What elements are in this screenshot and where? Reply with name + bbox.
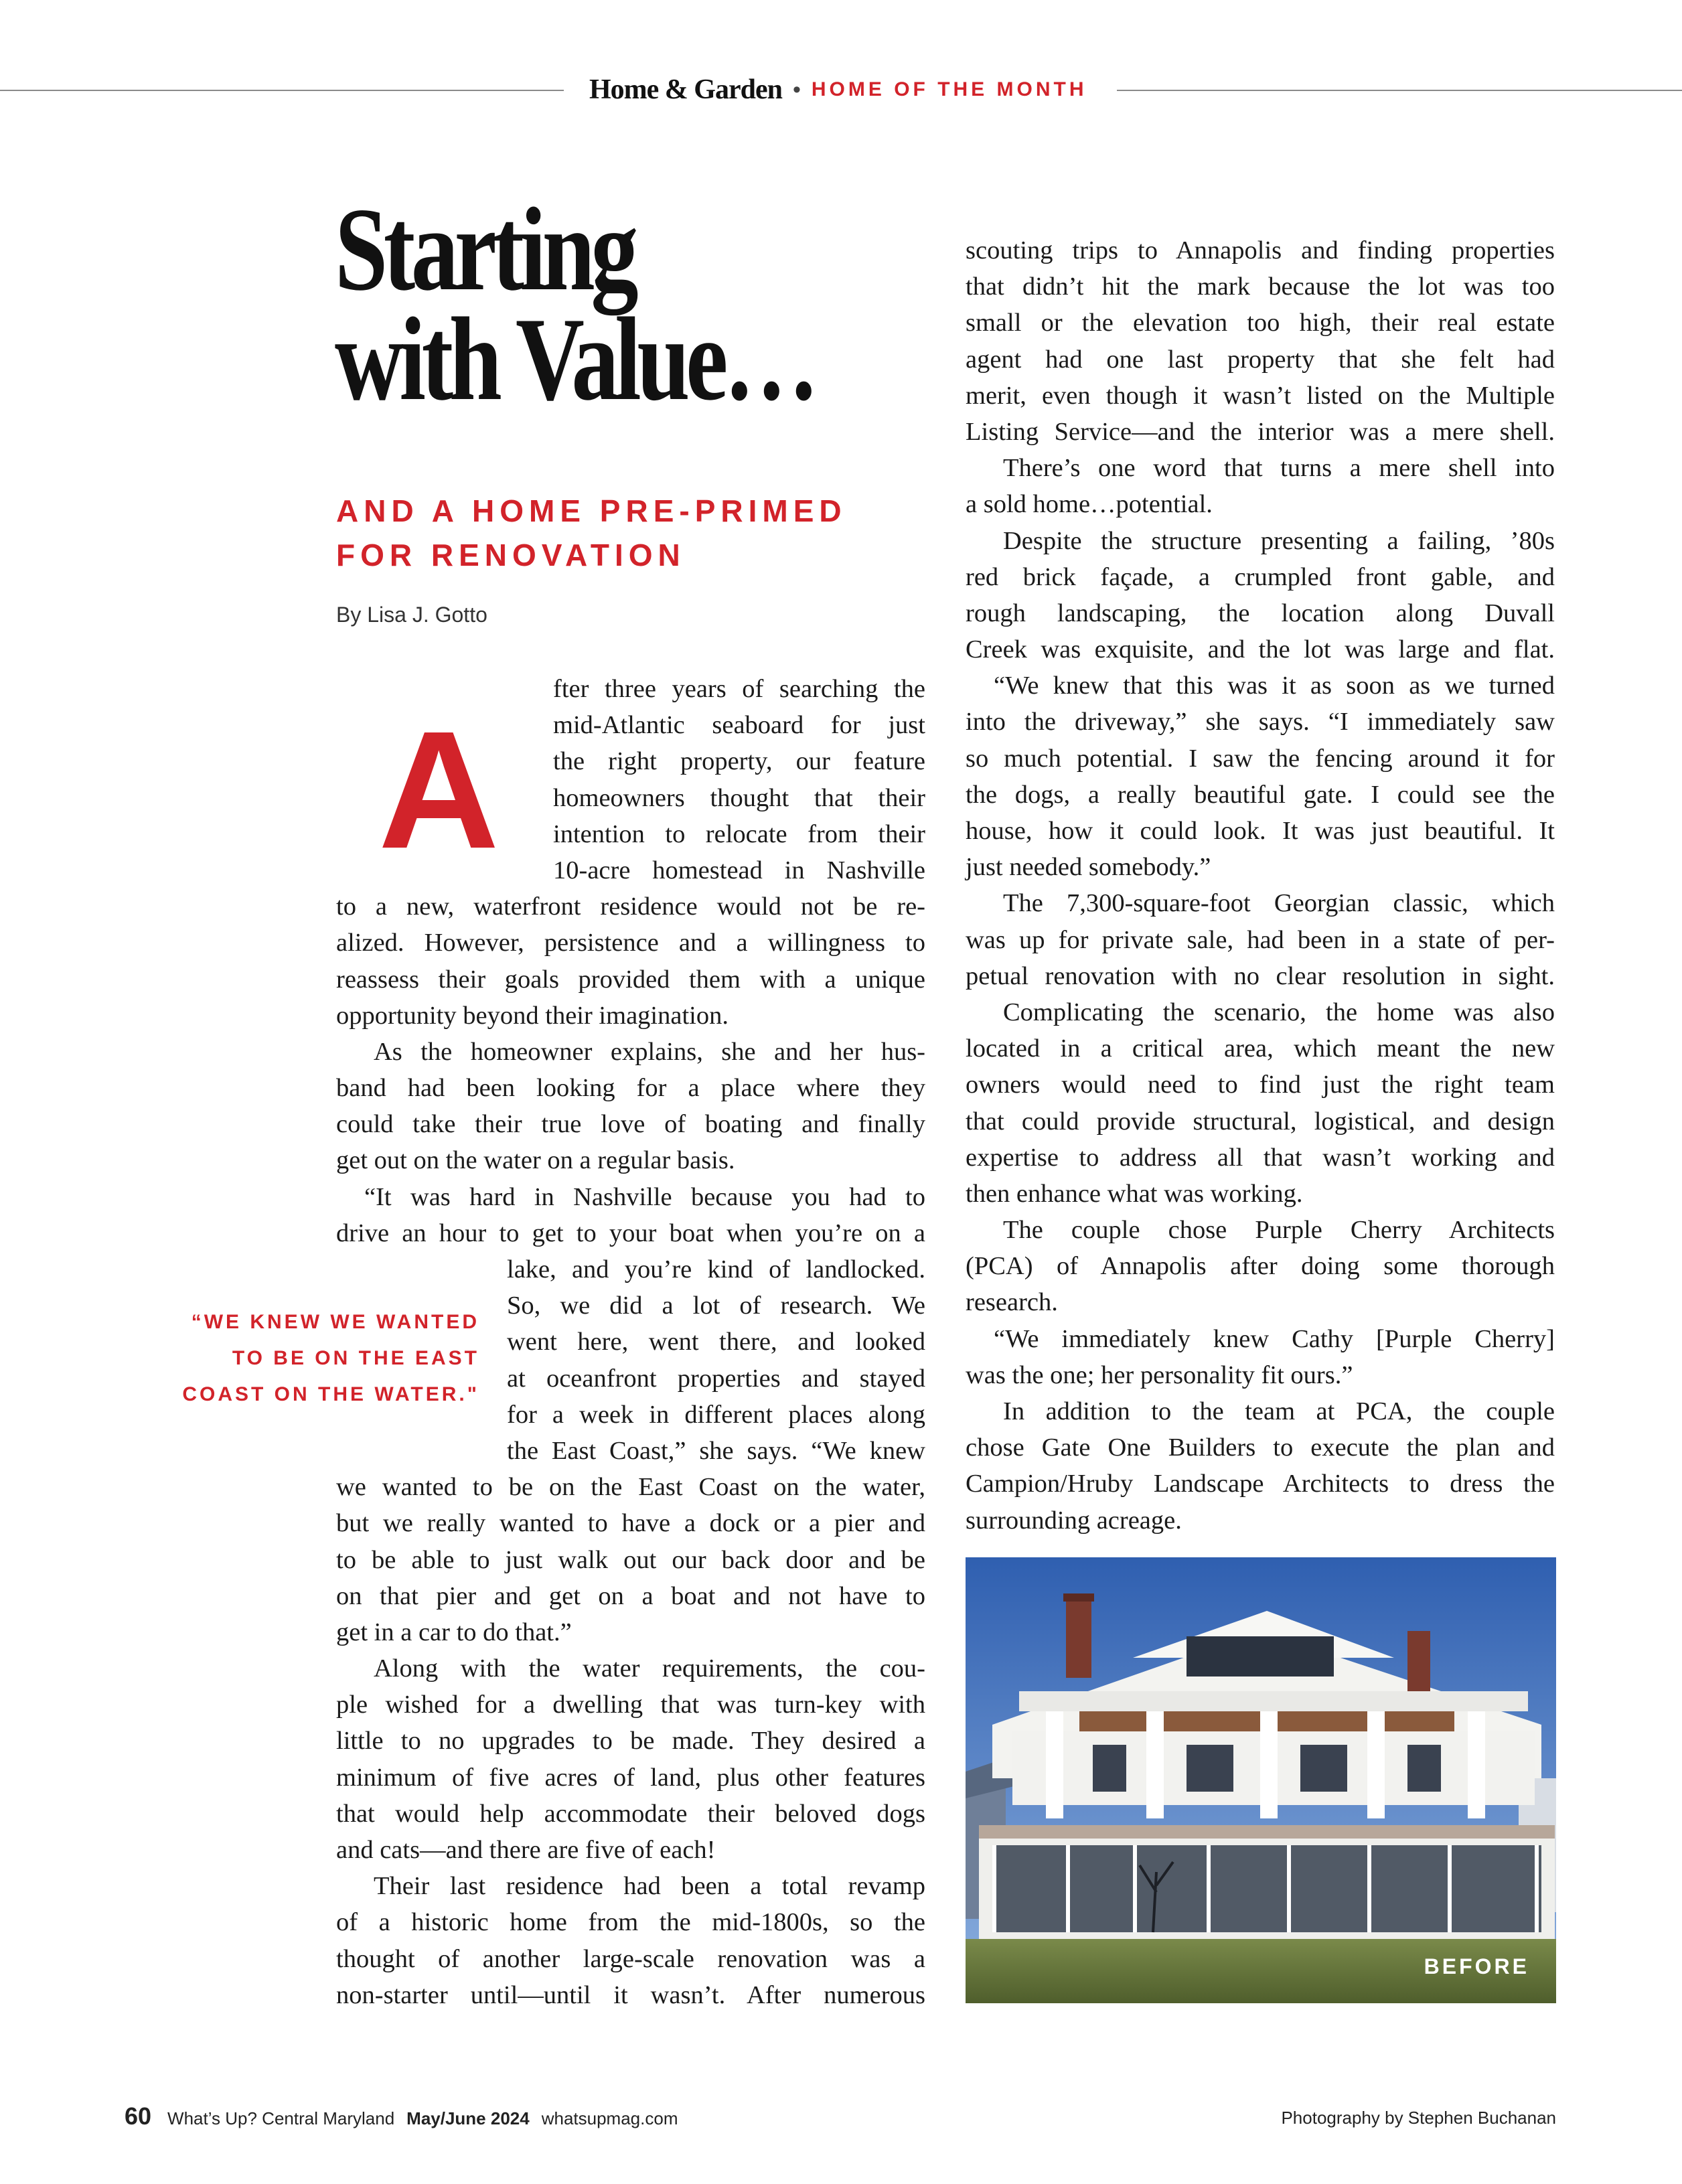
text-line: minimum of five acres of land, plus other features — [336, 1763, 925, 1792]
text-line: Complicating the scenario, the home was also — [1003, 998, 1555, 1026]
text-line: Campion/Hruby Landscape Architects to dress the — [966, 1470, 1555, 1498]
text-line: (PCA) of Annapolis after doing some thorough — [966, 1252, 1555, 1281]
text-line: to be able to just walk out our back door and be — [336, 1545, 925, 1574]
text-line: So, we did a lot of research. We — [507, 1292, 925, 1320]
text-line: merit, even though it wasn’t listed on the Multiple — [966, 381, 1555, 410]
text-line: expertise to address all that wasn’t working and — [966, 1143, 1555, 1172]
text-line: fter three years of searching the — [553, 675, 925, 703]
pull-quote — [161, 1304, 479, 1413]
section-name: Home & Garden — [589, 74, 782, 105]
header-separator: • — [792, 76, 801, 102]
text-line: on that pier and get on a boat and not have to — [336, 1581, 925, 1610]
pull-quote-line: COAST ON THE WATER." — [182, 1383, 479, 1405]
text-line: we wanted to be on the East Coast on the water, — [336, 1473, 925, 1502]
pull-quote-line: TO BE ON THE EAST — [232, 1347, 479, 1369]
text-line: homeowners thought that their — [553, 783, 925, 812]
text-line: a sold home…potential. — [966, 490, 1213, 519]
text-line: opportunity beyond their imagination. — [336, 1001, 729, 1030]
title-line: Starting — [335, 183, 635, 315]
header-rule-right — [1117, 90, 1682, 91]
text-line: The 7,300-square-foot Georgian classic, which — [1003, 889, 1555, 918]
text-line: research. — [966, 1288, 1058, 1317]
before-photo — [966, 1557, 1556, 2003]
text-line: Listing Service—and the interior was a mere shell. — [966, 417, 1555, 446]
text-line: “We immediately knew Cathy [Purple Cherry] — [994, 1324, 1555, 1353]
text-line: red brick façade, a crumpled front gable, and — [966, 562, 1555, 591]
text-line: drive an hour to get to your boat when you’re on a — [336, 1219, 925, 1247]
page-number: 60 — [125, 2102, 152, 2130]
text-line: located in a critical area, which meant the new — [966, 1034, 1555, 1063]
text-line: There’s one word that turns a mere shell into — [1003, 454, 1555, 483]
text-line: chose Gate One Builders to execute the plan and — [966, 1433, 1555, 1462]
text-line: went here, went there, and looked — [507, 1328, 925, 1356]
text-line: the East Coast,” she says. “We knew — [507, 1436, 925, 1465]
byline: By Lisa J. Gotto — [336, 603, 487, 627]
text-line: of a historic home from the mid-1800s, so the — [336, 1908, 925, 1937]
text-line: into the driveway,” she says. “I immediately saw — [966, 708, 1555, 736]
text-line: was the one; her personality fit ours.” — [966, 1360, 1353, 1389]
website-link[interactable]: whatsupmag.com — [541, 2108, 678, 2128]
page-footer — [125, 2102, 678, 2129]
text-line: intention to relocate from their — [553, 820, 925, 848]
text-line: lake, and you’re kind of landlocked. — [507, 1255, 925, 1284]
text-line: and cats—and there are five of each! — [336, 1836, 716, 1865]
subtitle-line: AND A HOME PRE-PRIMED — [336, 493, 847, 528]
department-name: HOME OF THE MONTH — [811, 78, 1087, 100]
text-line: The couple chose Purple Cherry Architects — [1003, 1216, 1555, 1245]
text-line: rough landscaping, the location along Duvall — [966, 599, 1555, 627]
text-line: Creek was exquisite, and the lot was large and flat. — [966, 635, 1555, 664]
text-line: non-starter until—until it wasn’t. After numerous — [336, 1980, 925, 2009]
text-line: ple wished for a dwelling that was turn-key with — [336, 1691, 925, 1719]
text-line: just needed somebody.” — [966, 853, 1211, 882]
text-line: alized. However, persistence and a willingness to — [336, 929, 925, 957]
text-line: then enhance what was working. — [966, 1179, 1303, 1208]
text-line: mid-Atlantic seaboard for just — [553, 711, 925, 740]
pull-quote-line: “WE KNEW WE WANTED — [191, 1311, 479, 1333]
text-line: reassess their goals provided them with a unique — [336, 965, 925, 994]
text-line: In addition to the team at PCA, the couple — [1003, 1397, 1555, 1426]
text-line: Along with the water requirements, the cou- — [374, 1654, 925, 1683]
body-column-2 — [966, 232, 1555, 1539]
issue-date: May/June 2024 — [406, 2108, 530, 2128]
text-line: that could provide structural, logistical, and design — [966, 1107, 1555, 1136]
header-rule-left — [0, 90, 564, 91]
text-line: that didn’t hit the mark because the lot was too — [966, 272, 1555, 301]
text-line: surrounding acreage. — [966, 1506, 1182, 1535]
photo-credit: Photography by Stephen Buchanan — [1281, 2108, 1556, 2128]
running-header — [589, 70, 1105, 110]
text-line: band had been looking for a place where they — [336, 1074, 925, 1103]
text-line: “It was hard in Nashville because you had to — [364, 1182, 925, 1211]
text-line: the right property, our feature — [553, 747, 925, 776]
text-line: scouting trips to Annapolis and finding properties — [966, 236, 1555, 264]
article-subtitle — [336, 489, 939, 577]
text-line: small or the elevation too high, their real estate — [966, 309, 1555, 337]
house-illustration — [966, 1557, 1556, 2003]
text-line: “We knew that this was it as soon as we turned — [994, 672, 1555, 700]
text-line: was up for private sale, had been in a state of per- — [966, 925, 1555, 954]
title-line: with Value… — [335, 293, 815, 425]
text-line: thought of another large-scale renovation was a — [336, 1944, 925, 1973]
text-line: but we really wanted to have a dock or a pier and — [336, 1509, 925, 1538]
text-line: As the homeowner explains, she and her hus- — [374, 1037, 925, 1066]
text-line: 10-acre homestead in Nashville — [553, 856, 925, 884]
text-line: so much potential. I saw the fencing around it for — [966, 744, 1555, 773]
text-line: could take their true love of boating and finally — [336, 1110, 925, 1139]
text-line: the dogs, a really beautiful gate. I could see the — [966, 780, 1555, 809]
text-line: owners would need to find just the right team — [966, 1071, 1555, 1099]
text-line: petual renovation with no clear resolution in sight. — [966, 961, 1555, 990]
text-line: house, how it could look. It was just beautiful. It — [966, 817, 1555, 846]
text-line: Despite the structure presenting a failing, ’80s — [1003, 526, 1555, 555]
text-line: Their last residence had been a total revamp — [374, 1872, 925, 1901]
photo-label: BEFORE — [1424, 1954, 1529, 1978]
text-line: at oceanfront properties and stayed — [507, 1364, 925, 1393]
drop-cap: A — [378, 696, 500, 883]
publication-name: What’s Up? Central Maryland — [167, 2108, 395, 2128]
text-line: to a new, waterfront residence would not be re- — [336, 892, 925, 921]
text-line: that would help accommodate their beloved dogs — [336, 1799, 925, 1828]
text-line: get out on the water on a regular basis. — [336, 1146, 735, 1175]
subtitle-line: FOR RENOVATION — [336, 538, 686, 572]
text-line: agent had one last property that she felt had — [966, 345, 1555, 374]
article-title — [335, 183, 817, 425]
text-line: little to no upgrades to be made. They desired a — [336, 1727, 925, 1756]
text-line: get in a car to do that.” — [336, 1618, 572, 1646]
text-line: for a week in different places along — [507, 1400, 925, 1429]
